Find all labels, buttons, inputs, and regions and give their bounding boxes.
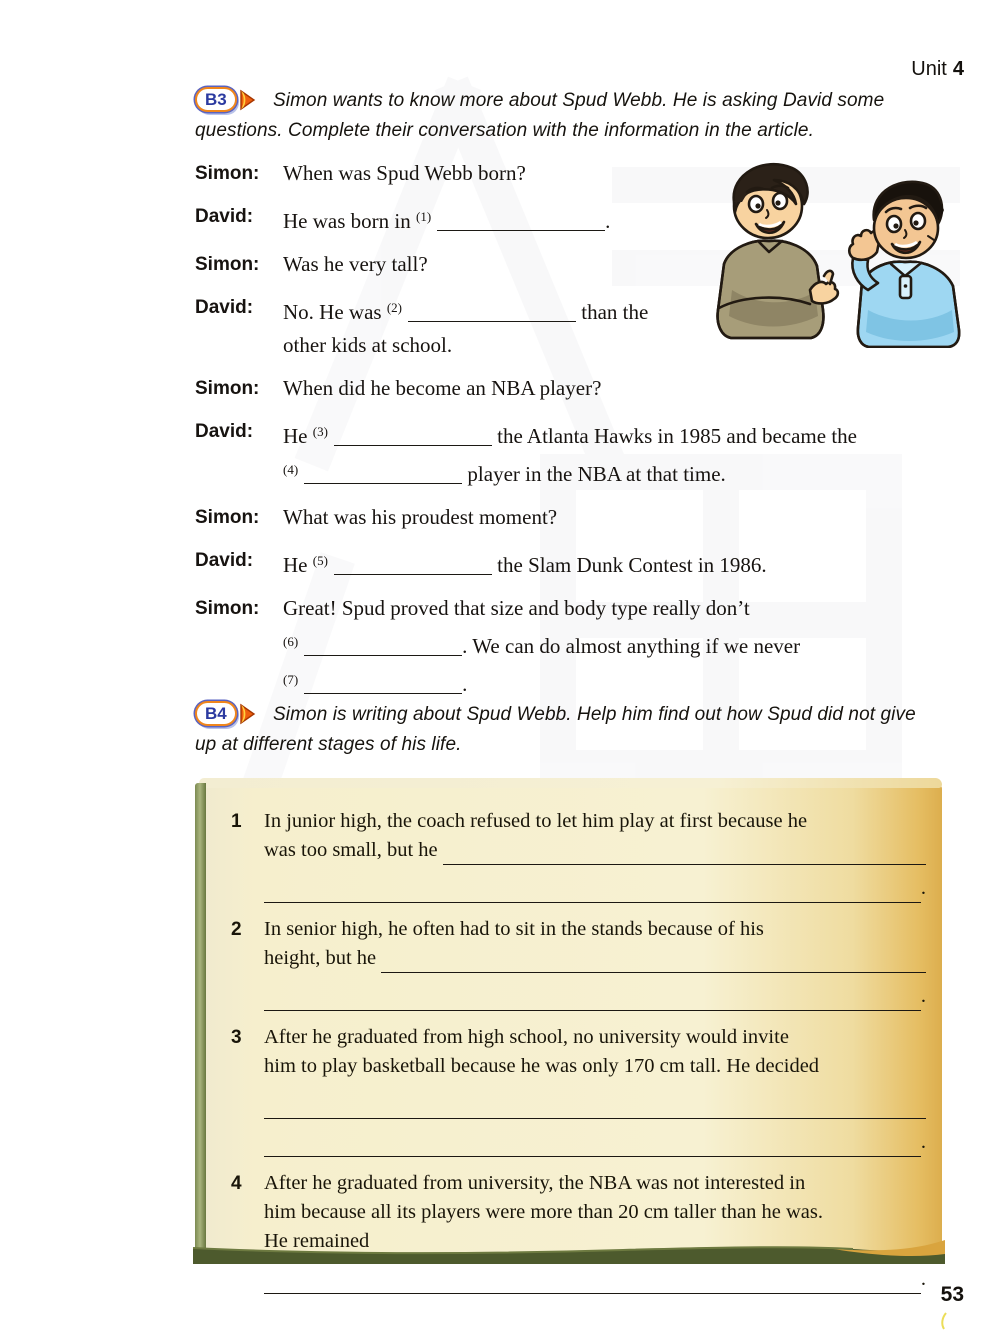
text-run: .: [605, 209, 611, 233]
item-lines: [264, 915, 926, 1011]
instruction-line: up at different stages of his life.: [195, 734, 462, 755]
instruction-line: questions. Complete their conversation with the information in the article.: [195, 120, 814, 141]
item-number: 4: [231, 1173, 242, 1194]
text-run: After he graduated from high school, no university would invite: [264, 1026, 789, 1048]
unit-number: 4: [952, 58, 964, 80]
text-run: was too small, but he: [264, 839, 443, 861]
text-run: .: [920, 877, 926, 899]
blank-number: (2): [386, 300, 402, 315]
notebook-line: [264, 944, 926, 973]
play-triangle-icon: [238, 703, 256, 725]
dialogue-line: [283, 415, 951, 453]
unit-label: Unit: [911, 58, 947, 80]
answer-blank: [443, 840, 926, 865]
unit-header: [911, 58, 964, 81]
text-run: After he graduated from university, the NBA was not interested in: [264, 1172, 806, 1194]
text-run: him to play basketball because he was only 170 cm tall. He decided: [264, 1055, 820, 1077]
b3-instructions: [195, 86, 907, 146]
notebook-line: [264, 982, 926, 1011]
dialogue-line: [283, 544, 951, 582]
notebook-line: [264, 1198, 926, 1227]
text-run: .: [920, 985, 926, 1007]
b3-badge-label: B3: [195, 87, 237, 112]
speaker-label: Simon:: [195, 598, 260, 619]
text-run: height, but he: [264, 947, 382, 969]
text-run: .: [920, 1268, 926, 1290]
text-run: the Slam Dunk Contest in 1986.: [491, 553, 767, 577]
item-number: 3: [231, 1027, 242, 1048]
text-run: In junior high, the coach refused to let him play at first because he: [264, 810, 808, 832]
notebook-line: [264, 1090, 926, 1119]
dialogue-line: [283, 625, 951, 663]
dialogue-line: [283, 453, 951, 491]
b4-instructions: [195, 700, 977, 760]
dialogue-row: [195, 544, 951, 582]
text-run: What was his proudest moment?: [283, 505, 558, 529]
text-run: He remained: [264, 1230, 375, 1252]
answer-blank: [264, 1132, 921, 1157]
corner-mark-decoration: [938, 1312, 952, 1330]
notebook-item: [231, 915, 926, 1011]
text-run: Was he very tall?: [283, 252, 428, 276]
speaker-label: Simon:: [195, 254, 260, 275]
speaker-label: Simon:: [195, 163, 260, 184]
speaker-label: David:: [195, 550, 254, 571]
notebook-line: [264, 874, 926, 903]
blank-number: (7): [283, 672, 299, 687]
speaker-label: Simon:: [195, 378, 260, 399]
item-number: 2: [231, 919, 242, 940]
dialogue-row: [195, 501, 951, 534]
dialogue-row: [195, 372, 951, 405]
item-lines: [264, 1169, 926, 1294]
text-run: .: [920, 1131, 926, 1153]
text-run: In senior high, he often had to sit in the stands because of his: [264, 918, 764, 940]
dialogue-line: [283, 372, 951, 405]
b4-badge-label: B4: [195, 701, 237, 726]
text-run: When was Spud Webb born?: [283, 161, 526, 185]
notebook-line: [264, 1052, 926, 1081]
dialogue-row: [195, 415, 951, 491]
instruction-line: Simon wants to know more about Spud Webb. He is asking David some: [273, 90, 885, 111]
blank-number: (6): [283, 634, 299, 649]
dialogue-text: [283, 501, 951, 534]
notebook-items: [195, 783, 942, 1294]
text-run: When did he become an NBA player?: [283, 376, 602, 400]
dialogue-text: [283, 592, 951, 701]
item-lines: [264, 1023, 926, 1157]
answer-blank: [381, 948, 926, 973]
dialogue-row: [195, 592, 951, 701]
notebook-line: [264, 807, 926, 836]
dialogue-line: [283, 663, 951, 701]
simon-david-illustration: [672, 140, 972, 348]
answer-blank: [264, 1094, 926, 1119]
speaker-label: David:: [195, 297, 254, 318]
speaker-label: David:: [195, 206, 254, 227]
answer-blank: [264, 1269, 921, 1294]
david-figure: [849, 182, 959, 347]
notebook-line: [264, 836, 926, 865]
text-run: He: [283, 553, 313, 577]
notebook-line: [264, 1128, 926, 1157]
answer-blank: [408, 301, 576, 322]
blank-number: (1): [415, 209, 432, 224]
dialogue-text: [283, 372, 951, 405]
speaker-label: Simon:: [195, 507, 260, 528]
text-run: him because all its players were more than 20 cm taller than he was.: [264, 1201, 823, 1223]
text-run: Great! Spud proved that size and body type really don’t: [283, 596, 750, 620]
page-number: 53: [940, 1283, 964, 1306]
speaker-label: David:: [195, 421, 254, 442]
notebook-item: [231, 807, 926, 903]
answer-blank: [334, 425, 492, 446]
answer-blank: [304, 635, 462, 656]
notebook-line: [264, 1023, 926, 1052]
exercise-b3-heading: [195, 86, 907, 146]
text-run: player in the NBA at that time.: [462, 462, 726, 486]
text-run: than the: [575, 300, 649, 324]
item-lines: [264, 807, 926, 903]
answer-blank: [264, 878, 921, 903]
text-run: .: [462, 672, 468, 696]
answer-blank: [437, 210, 605, 231]
text-run: the Atlanta Hawks in 1985 and became the: [491, 424, 857, 448]
instruction-line: Simon is writing about Spud Webb. Help him find out how Spud did not give: [273, 704, 916, 725]
blank-number: (3): [312, 424, 328, 439]
notebook-line: [264, 1169, 926, 1198]
text-run: He was born in: [283, 209, 416, 233]
notebook-bottom-edge: [193, 1238, 945, 1264]
answer-blank: [264, 986, 921, 1011]
exercise-b4-badge: [195, 701, 256, 726]
blank-number: (4): [283, 462, 299, 477]
dialogue-line: [283, 501, 951, 534]
notebook-line: [264, 915, 926, 944]
item-number: 1: [231, 811, 242, 832]
dialogue-line: [283, 592, 951, 625]
notebook: [195, 783, 942, 1290]
exercise-b4-heading: [195, 700, 977, 760]
play-triangle-icon: [238, 89, 256, 111]
notebook-line: [264, 1265, 926, 1294]
blank-number: (5): [312, 553, 328, 568]
text-run: other kids at school.: [283, 333, 453, 357]
text-run: . We can do almost anything if we never: [462, 634, 801, 658]
simon-figure: [718, 164, 838, 338]
dialogue-text: [283, 415, 951, 491]
answer-blank: [304, 673, 462, 694]
notebook-item: [231, 1023, 926, 1157]
dialogue-text: [283, 544, 951, 582]
notebook-item: [231, 1169, 926, 1294]
text-run: He: [283, 424, 313, 448]
text-run: No. He was: [283, 300, 387, 324]
answer-blank: [304, 463, 462, 484]
answer-blank: [334, 554, 492, 575]
exercise-b3-badge: [195, 87, 256, 112]
